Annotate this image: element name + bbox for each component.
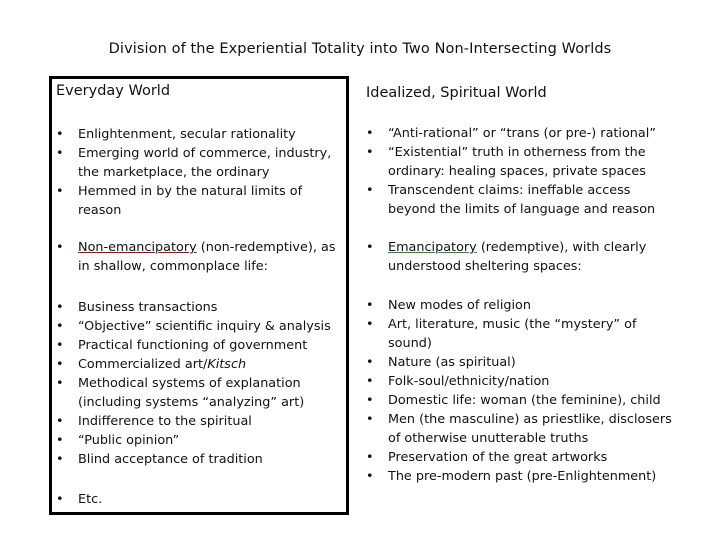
non-emancipatory-term: Non-emancipatory [78,240,197,255]
left-list-2 [56,238,346,276]
everyday-world-heading: Everyday World [56,83,171,99]
list-item: • The pre-modern past (pre-Enlightenment) [366,467,676,486]
list-item: • Business transactions [56,298,346,317]
emancipatory-item [366,238,676,276]
list-item: • Hemmed in by the natural limits of reason [56,182,346,220]
left-list-4 [56,490,346,509]
list-item: • Art, literature, music (the “mystery” of sound) [366,315,676,353]
list-item: • Men (the masculine) as priestlike, disclosers of otherwise unutterable truths [366,410,676,448]
list-item: • “Existential” truth in otherness from the ordinary: healing spaces, private spaces [366,143,676,181]
list-item: • Transcendent claims: ineffable access beyond the limits of language and reason [366,181,676,219]
list-item: • Folk-soul/ethnicity/nation [366,372,676,391]
kitsch-term: Kitsch [207,357,247,372]
list-item: • Preservation of the great artworks [366,448,676,467]
right-list-2 [366,238,676,276]
list-item: • Practical functioning of government [56,336,346,355]
list-item: • Methodical systems of explanation (including systems “analyzing” art) [56,374,346,412]
list-item: • Emerging world of commerce, industry, the marketplace, the ordinary [56,144,346,182]
emancipatory-rest: (redemptive), with clearly understood sheltering spaces: [388,240,647,274]
list-item: • Blind acceptance of tradition [56,450,346,469]
non-emancipatory-item [56,238,346,276]
spiritual-world-heading: Idealized, Spiritual World [366,85,547,101]
left-list-3 [56,298,346,469]
list-item: • Indifference to the spiritual [56,412,346,431]
slide-title: Division of the Experiential Totality into Two Non-Intersecting Worlds [108,41,612,57]
list-item: • New modes of religion [366,296,676,315]
list-item: • Enlightenment, secular rationality [56,125,346,144]
left-list-1 [56,125,346,220]
emancipatory-term: Emancipatory [388,240,477,255]
kitsch-item [56,355,346,374]
list-item: • Domestic life: woman (the feminine), child [366,391,676,410]
list-item: • “Anti-rational” or “trans (or pre-) rational” [366,124,676,143]
list-item: • Etc. [56,490,346,509]
list-item: • “Objective” scientific inquiry & analysis [56,317,346,336]
kitsch-prefix: Commercialized art/ [78,357,208,372]
non-emancipatory-rest: (non-redemptive), as in shallow, commonplace life: [78,240,336,274]
list-item: • Nature (as spiritual) [366,353,676,372]
right-list-3 [366,296,676,486]
list-item: • “Public opinion” [56,431,346,450]
right-list-1 [366,124,676,219]
